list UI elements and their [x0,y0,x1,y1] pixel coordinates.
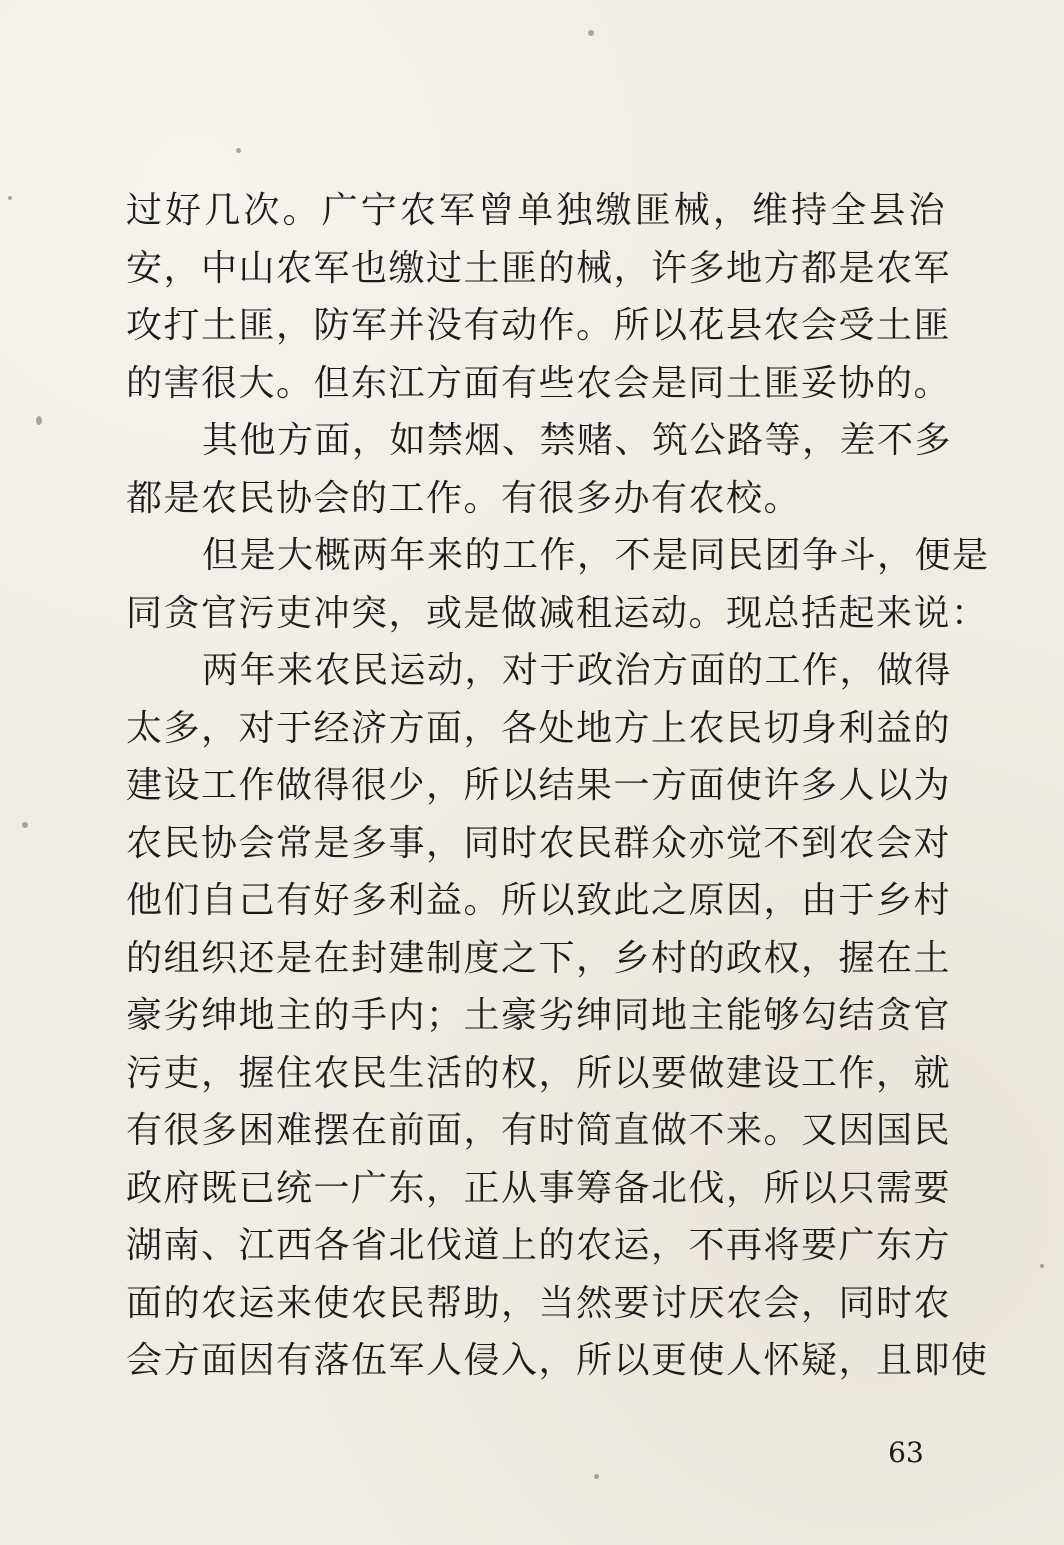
text-line: 湖南、江西各省北伐道上的农运，不再将要广东方 [126,1225,952,1266]
text-line: 两年来农民运动，对于政治方面的工作，做得 [202,650,953,691]
text-line: 同贪官污吏冲突，或是做减租运动。现总括起来说： [126,592,989,634]
paper-speck [8,196,12,200]
text-line: 都是农民协会的工作。有很多办有农校。 [126,477,802,519]
paper-speck [22,822,28,828]
paper-speck [594,1474,599,1479]
text-line: 其他方面，如禁烟、禁赌、筑公路等，差不多 [202,420,953,461]
text-line: 有很多困难摆在前面，有时简直做不来。又因国民 [126,1110,952,1151]
text-line: 太多，对于经济方面，各处地方上农民切身利益的 [126,707,952,749]
paper-speck [1040,1264,1044,1268]
paper-speck [36,416,42,425]
body-text [126,182,990,1390]
text-line: 的害很大。但东江方面有些农会是同土匪妥协的。 [126,362,952,404]
text-line: 攻打土匪，防军并没有动作。所以花县农会受土匪 [126,305,952,346]
text-line: 但是大概两年来的工作，不是同民团争斗，便是 [202,535,990,576]
page-number: 63 [888,1436,924,1469]
text-line: 政府既已统一广东，正从事筹备北伐，所以只需要 [126,1167,952,1209]
paper-speck [236,148,241,153]
paper-speck [588,30,594,36]
text-line: 他们自己有好多利益。所以致此之原因，由于乡村 [126,880,952,921]
text-line: 豪劣绅地主的手内；土豪劣绅同地主能够勾结贪官 [126,995,952,1036]
text-line: 安，中山农军也缴过土匪的械，许多地方都是农军 [126,247,952,289]
text-line: 过好几次。广宁农军曾单独缴匪械，维持全县治 [126,190,946,231]
text-line: 面的农运来使农民帮助，当然要讨厌农会，同时农 [126,1282,952,1324]
text-line: 建设工作做得很少，所以结果一方面使许多人以为 [126,765,952,806]
text-line: 会方面因有落伍军人侵入，所以更使人怀疑，且即使 [126,1340,989,1381]
text-line: 农民协会常是多事，同时农民群众亦觉不到农会对 [126,822,952,864]
text-line: 污吏，握住农民生活的权，所以要做建设工作，就 [126,1052,952,1094]
text-line: 的组织还是在封建制度之下，乡村的政权，握在土 [126,937,952,979]
